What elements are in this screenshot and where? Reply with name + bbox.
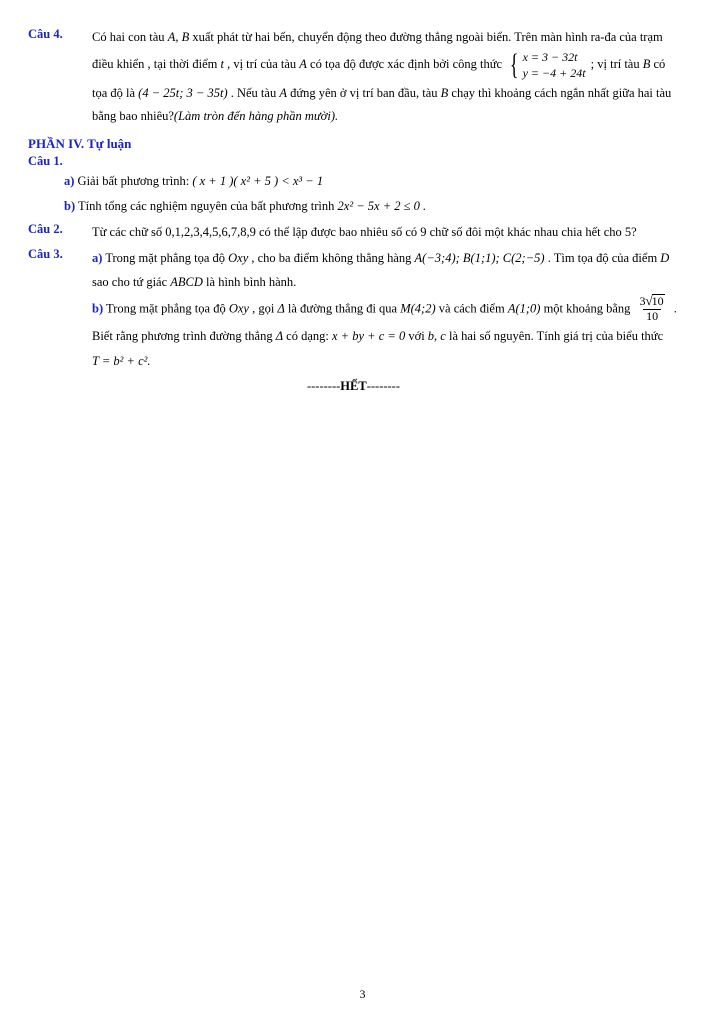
system-row-2: y = −4 + 24t xyxy=(522,66,586,81)
fraction-numerator xyxy=(637,294,668,309)
question-body-cau4 xyxy=(92,26,679,128)
fraction-num-root: 10 xyxy=(651,293,664,308)
cau1-a-expr: ( x + 1 )( x² + 5 ) < x³ − 1 xyxy=(192,173,324,188)
system-rows xyxy=(523,49,586,81)
system-row-1: x = 3 − 32t xyxy=(522,50,578,65)
cau4-system xyxy=(507,49,585,81)
question-body-cau3 xyxy=(92,246,679,373)
cau3-b-text-5: một khoảng bằng xyxy=(543,301,631,316)
cau1-b-label: b) xyxy=(64,198,76,213)
cau3-bc: b, c xyxy=(427,329,446,344)
part-heading-iv: PHẦN IV. Tự luận xyxy=(28,135,132,151)
cau3-a-text-3: . Tìm tọa độ của điểm xyxy=(547,250,658,265)
cau1-b-text: Tính tổng các nghiệm nguyên của bất phương trình xyxy=(78,198,335,213)
end-marker-text: HẾT xyxy=(340,379,367,394)
end-marker-suffix: -------- xyxy=(366,379,401,394)
cau4-text-5: ; vị trí tàu xyxy=(590,57,640,72)
cau4-a: A xyxy=(299,57,307,72)
page-number: 3 xyxy=(359,987,366,1001)
cau4-text-6: có tọa độ là xyxy=(92,57,666,100)
system-brace: { xyxy=(510,48,519,82)
cau3-fraction xyxy=(637,294,668,324)
cau4-text-9: chạy thì khoảng cách ngắn nhất giữa hai tàu bằng bao nhiêu? xyxy=(92,85,672,123)
cau3-b-text-1: Trong mặt phẳng tọa độ xyxy=(106,301,226,316)
cau2-text-1: Từ các chữ số xyxy=(92,224,163,239)
cau4-text-7: . Nếu tàu xyxy=(230,85,277,100)
cau3-part-a xyxy=(92,246,679,295)
cau3-abcd: ABCD xyxy=(170,275,203,290)
cau3-b-text-2: , gọi xyxy=(252,301,275,316)
cau3-part-b xyxy=(92,292,679,373)
cau3-a-text-2: , cho ba điểm không thẳng hàng xyxy=(251,250,412,265)
cau4-text-8: đứng yên ở vị trí ban đầu, tàu xyxy=(290,85,438,100)
cau3-a-text-4: sao cho tứ giác xyxy=(92,275,168,290)
cau3-b-text-8: với xyxy=(408,329,425,344)
question-body-cau2 xyxy=(92,221,679,244)
cau3-points: A(−3;4); B(1;1); C(2;−5) xyxy=(414,250,545,265)
question-cau3 xyxy=(28,246,679,373)
cau4-text-2: xuất phát từ hai bến, chuyển động theo đường thẳng ngoài biển. Trên màn hình ra-đa của trạm điều khiển , tại thời điểm xyxy=(92,30,663,72)
cau3-b-label: b) xyxy=(92,301,104,316)
cau4-a2: A xyxy=(279,85,287,100)
question-cau2 xyxy=(28,221,679,244)
question-label-cau1: Câu 1. xyxy=(28,153,63,168)
end-marker xyxy=(28,379,679,394)
end-marker-prefix: -------- xyxy=(306,379,341,394)
cau2-text-2: có thể lập được bao nhiêu số có 9 chữ số đôi một khác nhau chia hết cho xyxy=(259,224,622,239)
fraction-num-coef: 3 xyxy=(639,293,646,308)
cau3-a-label: a) xyxy=(92,250,103,265)
cau4-t: t xyxy=(220,57,224,72)
question-label-cau3: Câu 3. xyxy=(28,246,63,261)
cau3-oxy2: Oxy xyxy=(228,301,249,316)
cau1-a-text: Giải bất phương trình: xyxy=(77,173,190,188)
cau2-five: 5 xyxy=(624,224,632,239)
cau1-b-expr: 2x² − 5x + 2 ≤ 0 . xyxy=(337,198,427,213)
question-label-cau4: Câu 4. xyxy=(28,27,63,41)
cau3-t-expr: T = b² + c². xyxy=(92,353,151,368)
cau3-d: D xyxy=(660,250,670,265)
cau4-b2: B xyxy=(440,85,449,100)
cau4-text-3: , vị trí của tàu xyxy=(227,57,297,72)
fraction-denominator: 10 xyxy=(643,309,661,324)
cau3-b-text-7: có dạng: xyxy=(286,329,329,344)
cau3-b-text-4: và cách điểm xyxy=(438,301,505,316)
cau3-b-text-6: . Biết rằng phương trình đường thẳng xyxy=(92,301,677,344)
cau3-m: M(4;2) xyxy=(400,301,436,316)
cau3-delta: Δ xyxy=(277,301,285,316)
cau3-b-text-3: là đường thẳng đi qua xyxy=(287,301,398,316)
question-cau4 xyxy=(28,26,679,128)
cau3-oxy: Oxy xyxy=(228,250,249,265)
cau2-digits: 0,1,2,3,4,5,6,7,8,9 xyxy=(165,224,256,239)
sqrt-icon: √10 xyxy=(645,292,664,308)
cau4-coord-b: (4 − 25t; 3 − 35t) xyxy=(138,85,228,100)
cau4-ab: A, B xyxy=(167,30,190,44)
cau4-text-1: Có hai con tàu xyxy=(92,30,165,44)
cau2-text-3: ? xyxy=(631,224,637,239)
question-label-cau2: Câu 2. xyxy=(28,221,63,236)
cau3-a1: A(1;0) xyxy=(507,301,541,316)
cau3-b-text-9: là hai số nguyên. Tính giá trị của biểu thức xyxy=(448,329,664,344)
cau4-text-4: có tọa độ được xác định bởi công thức xyxy=(310,57,503,72)
cau1-a-label: a) xyxy=(64,173,75,188)
cau1-part-a xyxy=(64,169,679,194)
cau3-delta2: Δ xyxy=(275,329,284,344)
cau4-b: B xyxy=(642,57,651,72)
cau1-part-b xyxy=(64,194,679,219)
cau3-line-eq: x + by + c = 0 xyxy=(332,329,406,344)
cau3-a-text-5: là hình bình hành. xyxy=(206,275,297,290)
question-cau1 xyxy=(28,154,679,219)
cau3-a-text-1: Trong mặt phẳng tọa độ xyxy=(105,250,225,265)
cau4-note: (Làm tròn đến hàng phần mười). xyxy=(173,108,339,123)
